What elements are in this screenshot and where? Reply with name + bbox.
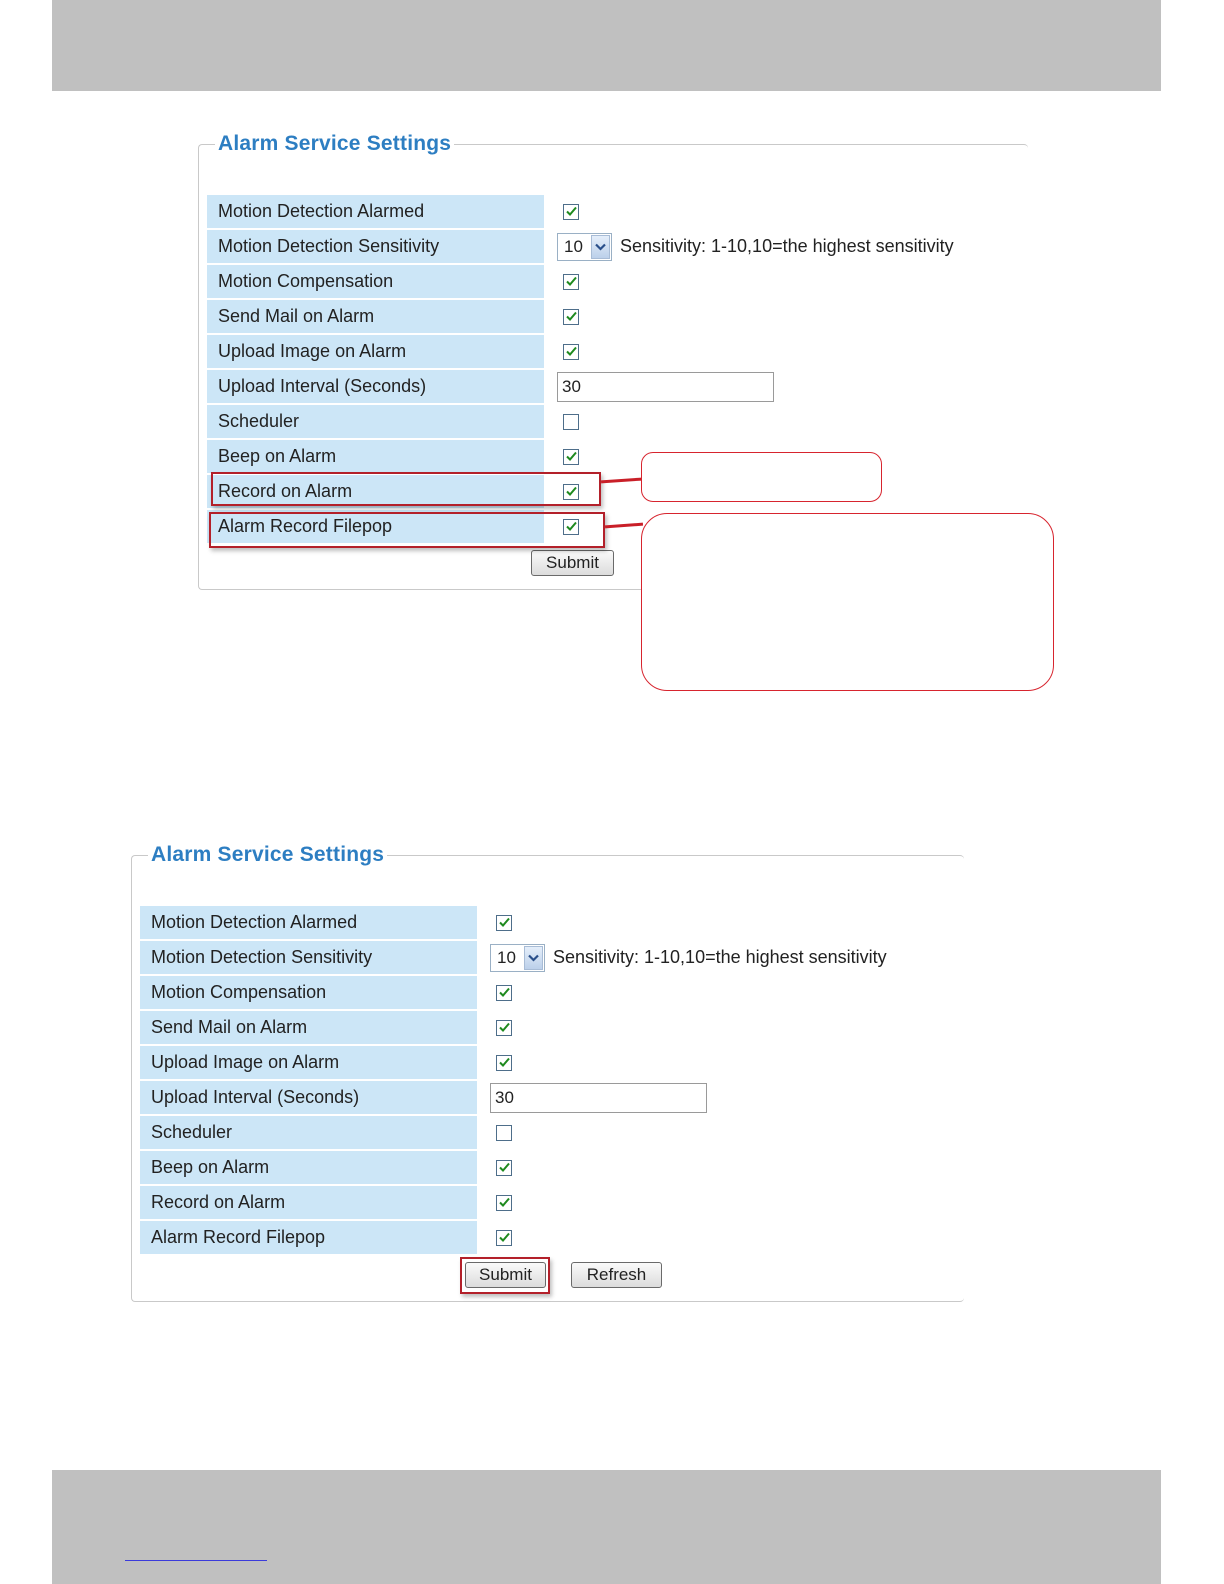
setting-label: Beep on Alarm — [207, 440, 544, 473]
setting-value — [490, 1151, 512, 1184]
setting-label: Alarm Record Filepop — [207, 510, 544, 543]
setting-label: Upload Interval (Seconds) — [207, 370, 544, 403]
setting-label: Upload Image on Alarm — [207, 335, 544, 368]
settings-row — [140, 1116, 477, 1149]
setting-checkbox[interactable] — [496, 1020, 512, 1036]
settings-row — [207, 230, 954, 263]
callout-box-1 — [641, 452, 882, 502]
settings-row — [207, 265, 544, 298]
sensitivity-select[interactable] — [490, 944, 545, 972]
setting-value — [490, 1186, 512, 1219]
sensitivity-note: Sensitivity: 1-10,10=the highest sensitivity — [553, 947, 887, 967]
setting-label: Motion Detection Alarmed — [140, 906, 477, 939]
settings-row — [207, 370, 581, 403]
settings-row — [140, 1186, 477, 1219]
setting-label: Beep on Alarm — [140, 1151, 477, 1184]
setting-label: Motion Compensation — [140, 976, 477, 1009]
header-band — [52, 0, 1161, 91]
setting-value — [490, 941, 887, 974]
settings-row — [207, 300, 544, 333]
settings-row — [140, 1011, 477, 1044]
callout-box-2 — [641, 513, 1054, 691]
sensitivity-select[interactable] — [557, 233, 612, 261]
settings-row — [140, 941, 887, 974]
sensitivity-value: 10 — [497, 947, 516, 967]
setting-label: Scheduler — [140, 1116, 477, 1149]
setting-value — [557, 440, 579, 473]
setting-value — [490, 906, 512, 939]
setting-checkbox[interactable] — [496, 1125, 512, 1141]
setting-value — [557, 230, 954, 263]
footer-band — [52, 1470, 1161, 1584]
settings-row — [207, 195, 544, 228]
setting-checkbox[interactable] — [563, 449, 579, 465]
submit-highlight — [460, 1257, 550, 1294]
setting-checkbox[interactable] — [563, 309, 579, 325]
panel-2-submit-button[interactable]: Submit — [465, 1262, 546, 1288]
chevron-down-icon[interactable] — [591, 235, 610, 259]
check-icon — [498, 1056, 511, 1069]
setting-value — [490, 1116, 512, 1149]
settings-row — [140, 1046, 477, 1079]
panel-2-legend: Alarm Service Settings — [148, 843, 387, 867]
setting-value — [490, 1221, 512, 1254]
settings-row — [140, 1221, 477, 1254]
panel-1-submit-button[interactable]: Submit — [531, 550, 614, 576]
setting-checkbox[interactable] — [563, 414, 579, 430]
setting-checkbox[interactable] — [563, 274, 579, 290]
setting-label: Motion Detection Alarmed — [207, 195, 544, 228]
settings-row — [140, 906, 477, 939]
chevron-down-icon[interactable] — [524, 946, 543, 970]
setting-label: Motion Detection Sensitivity — [207, 230, 544, 263]
check-icon — [565, 275, 578, 288]
setting-checkbox[interactable] — [496, 1055, 512, 1071]
upload-interval-input[interactable]: 30 — [490, 1083, 707, 1113]
sensitivity-note: Sensitivity: 1-10,10=the highest sensitivity — [620, 236, 954, 256]
setting-label: Upload Interval (Seconds) — [140, 1081, 477, 1114]
sensitivity-value: 10 — [564, 236, 583, 256]
setting-checkbox[interactable] — [563, 204, 579, 220]
setting-value — [490, 1081, 707, 1114]
setting-checkbox[interactable] — [496, 985, 512, 1001]
settings-row — [140, 1151, 477, 1184]
setting-label: Motion Detection Sensitivity — [140, 941, 477, 974]
setting-checkbox[interactable] — [496, 1160, 512, 1176]
check-icon — [565, 310, 578, 323]
setting-value — [490, 1011, 512, 1044]
alarm-record-filepop-highlight — [209, 512, 605, 548]
setting-checkbox[interactable] — [496, 1230, 512, 1246]
setting-value — [490, 976, 512, 1009]
settings-row — [207, 335, 544, 368]
check-icon — [498, 1161, 511, 1174]
setting-value — [557, 370, 774, 403]
setting-label: Record on Alarm — [207, 475, 544, 508]
check-icon — [498, 986, 511, 999]
setting-label: Send Mail on Alarm — [207, 300, 544, 333]
check-icon — [498, 1231, 511, 1244]
setting-label: Scheduler — [207, 405, 544, 438]
setting-value — [490, 1046, 512, 1079]
settings-row — [140, 976, 477, 1009]
setting-label: Send Mail on Alarm — [140, 1011, 477, 1044]
check-icon — [565, 205, 578, 218]
record-on-alarm-highlight — [211, 472, 601, 506]
upload-interval-input[interactable]: 30 — [557, 372, 774, 402]
setting-checkbox[interactable] — [496, 915, 512, 931]
setting-label: Alarm Record Filepop — [140, 1221, 477, 1254]
setting-value — [557, 265, 579, 298]
check-icon — [498, 1196, 511, 1209]
setting-value — [557, 405, 579, 438]
check-icon — [498, 916, 511, 929]
setting-value — [557, 300, 579, 333]
check-icon — [498, 1021, 511, 1034]
check-icon — [565, 450, 578, 463]
setting-label: Record on Alarm — [140, 1186, 477, 1219]
settings-row — [207, 405, 544, 438]
setting-label: Motion Compensation — [207, 265, 544, 298]
setting-label: Upload Image on Alarm — [140, 1046, 477, 1079]
setting-checkbox[interactable] — [563, 344, 579, 360]
setting-checkbox[interactable] — [496, 1195, 512, 1211]
panel-2-refresh-button[interactable]: Refresh — [571, 1262, 662, 1288]
check-icon — [565, 345, 578, 358]
panel-1-legend: Alarm Service Settings — [215, 132, 454, 156]
setting-value — [557, 335, 579, 368]
footer-link-underline[interactable] — [125, 1560, 267, 1561]
settings-row — [207, 440, 544, 473]
settings-row — [140, 1081, 514, 1114]
setting-value — [557, 195, 579, 228]
